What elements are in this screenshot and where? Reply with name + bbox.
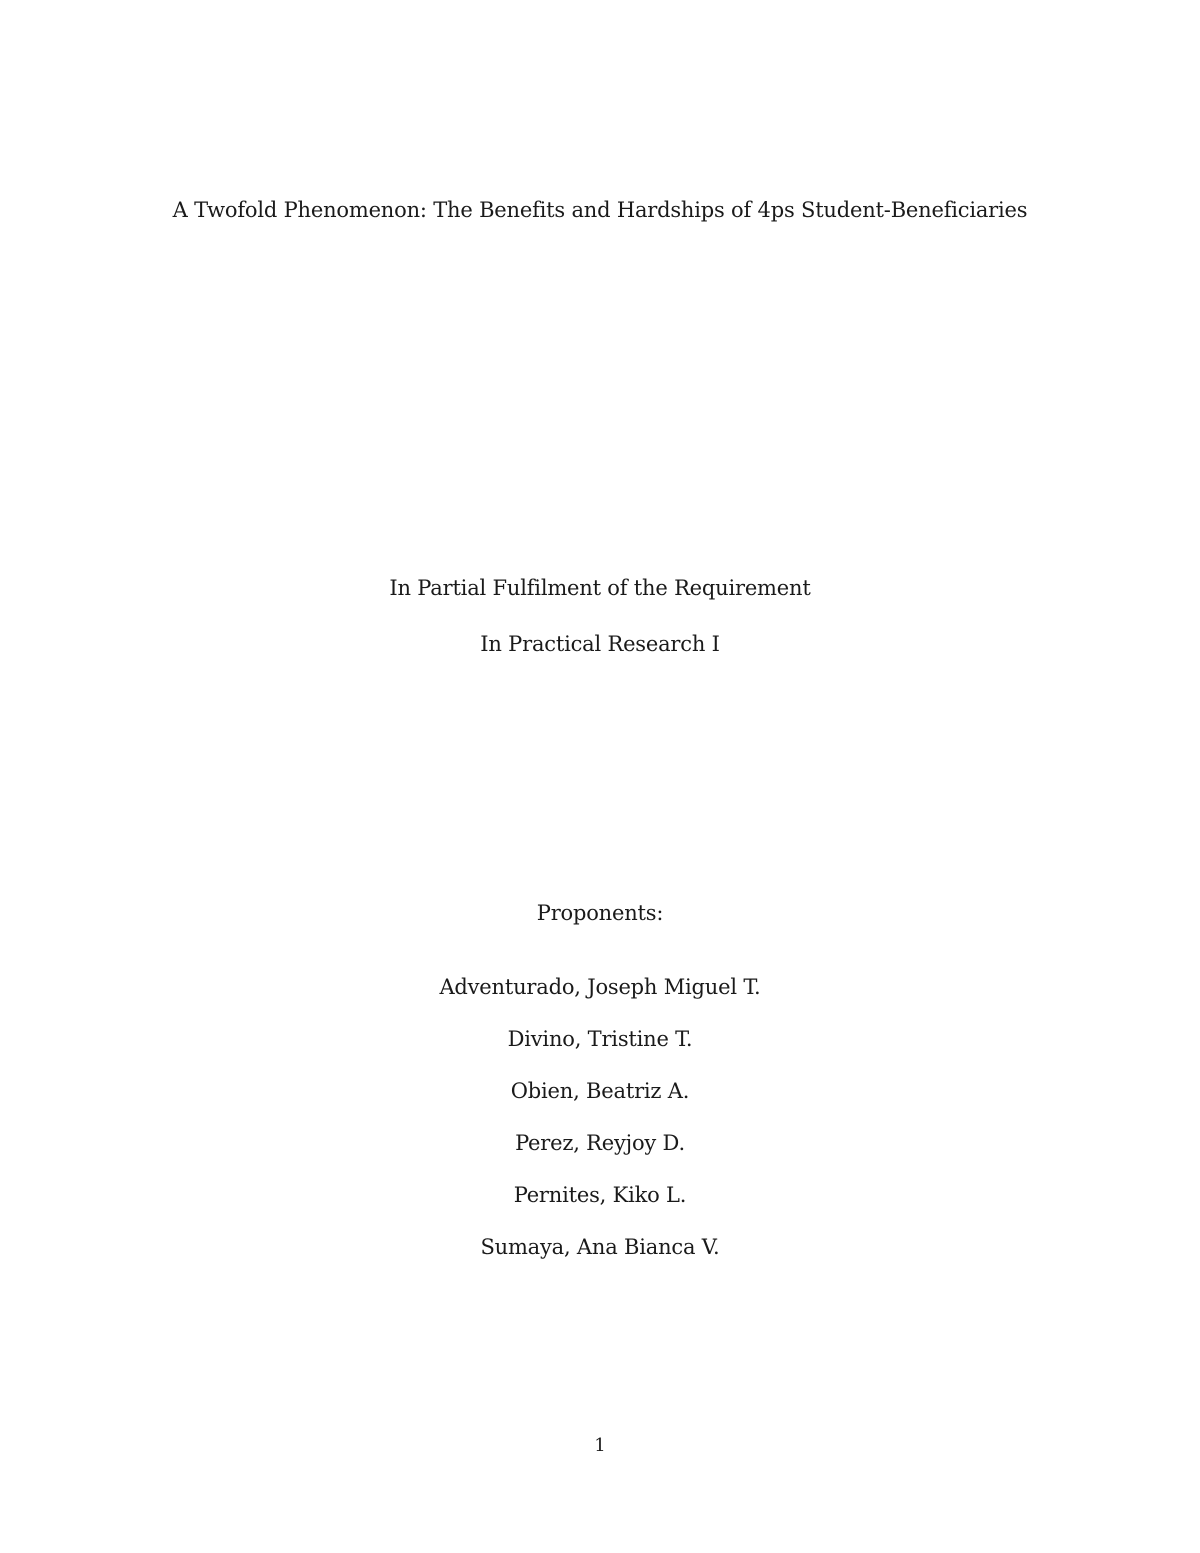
document-title: A Twofold Phenomenon: The Benefits and Hardships of 4ps Student-Beneficiaries: [172, 198, 1028, 222]
proponent-name: Adventurado, Joseph Miguel T.: [439, 975, 761, 999]
proponent-name: Perez, Reyjoy D.: [515, 1131, 685, 1155]
proponents-list: [0, 973, 1200, 1285]
requirement-line-1: In Partial Fulfilment of the Requirement: [389, 576, 811, 600]
proponent-name: Obien, Beatriz A.: [510, 1079, 690, 1103]
proponents-label: Proponents:: [536, 901, 664, 925]
page-number: 1: [594, 1435, 606, 1456]
requirement-line-2: In Practical Research I: [480, 632, 720, 656]
proponent-name: Sumaya, Ana Bianca V.: [480, 1235, 720, 1259]
proponent-name: Divino, Tristine T.: [507, 1027, 693, 1051]
proponent-name: Pernites, Kiko L.: [513, 1183, 687, 1207]
